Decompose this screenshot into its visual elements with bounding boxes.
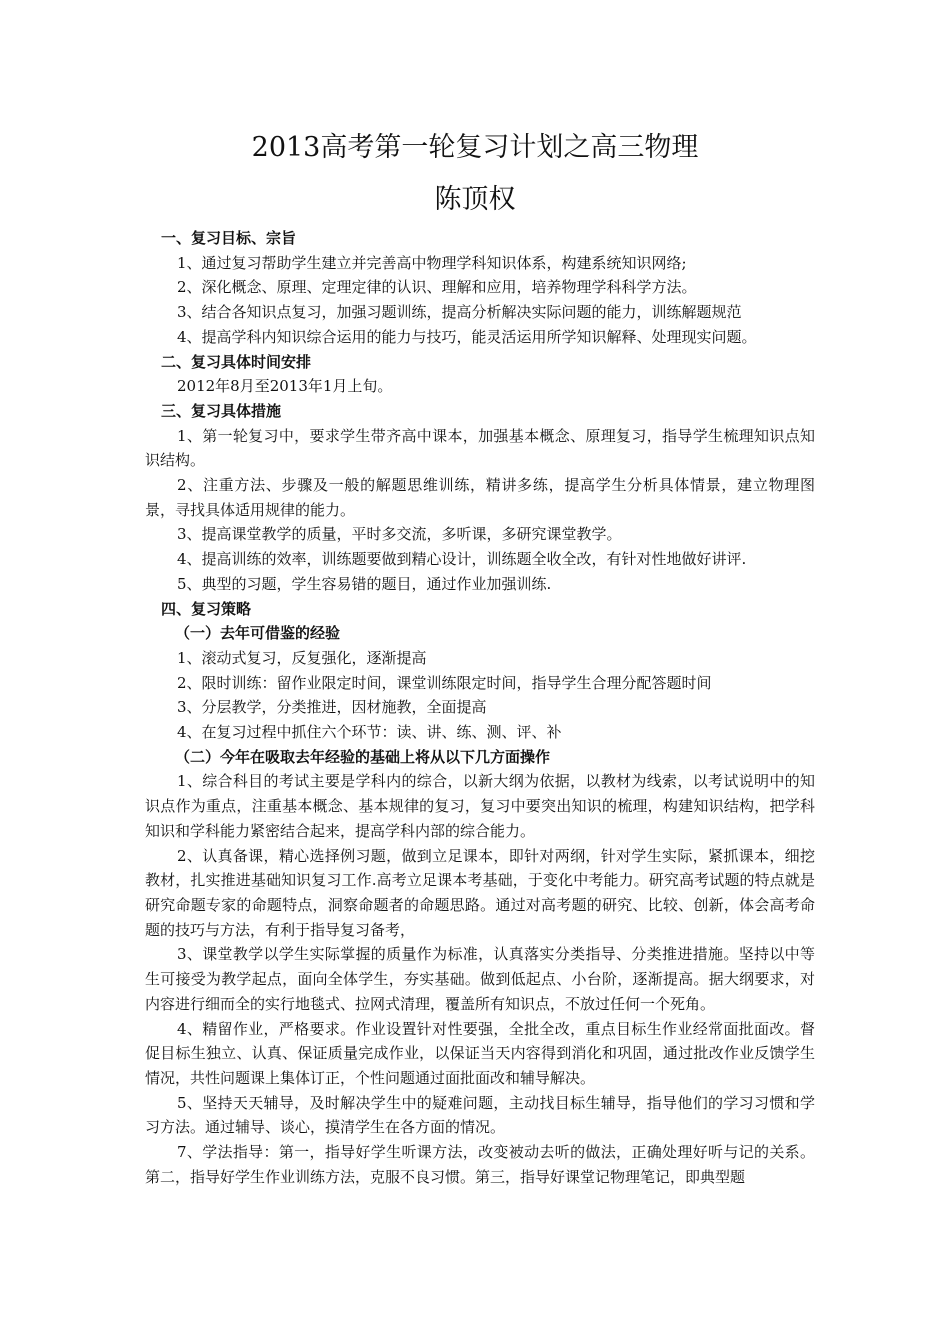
paragraph: 4、提高学科内知识综合运用的能力与技巧，能灵活运用所学知识解释、处理现实问题。 bbox=[177, 327, 757, 346]
section-heading: 三、复习具体措施 bbox=[161, 401, 282, 420]
paragraph: 3、课堂教学以学生实际掌握的质量作为标准，认真落实分类指导、分类推进措施。坚持以中等生可接受为教学起点，面向全体学生，夯实基础。做到低起点、小台阶，逐渐提高。据大纲要求，对内容进行细而全的实行地毯式、拉网式清理，覆盖所有知识点，不放过任何一个死角。 bbox=[145, 945, 815, 1013]
author-name: 陈顶权 bbox=[434, 184, 516, 215]
document-title: 2013高考第一轮复习计划之高三物理 bbox=[251, 132, 699, 163]
paragraph: 5、典型的习题，学生容易错的题目，通过作业加强训练. bbox=[177, 574, 552, 593]
paragraph: 3、结合各知识点复习，加强习题训练，提高分析解决实际问题的能力，训练解题规范 bbox=[177, 303, 742, 322]
paragraph: 2、深化概念、原理、定理定律的认识、理解和应用，培养物理学科科学方法。 bbox=[177, 278, 697, 297]
paragraph: 1、第一轮复习中，要求学生带齐高中课本，加强基本概念、原理复习，指导学生梳理知识点知识结构。 bbox=[145, 426, 815, 470]
section-heading: 二、复习具体时间安排 bbox=[161, 352, 312, 371]
paragraph: 1、通过复习帮助学生建立并完善高中物理学科知识体系，构建系统知识网络; bbox=[177, 253, 687, 272]
paragraph: 4、精留作业，严格要求。作业设置针对性要强，全批全改，重点目标生作业经常面批面改。督促目标生独立、认真、保证质量完成作业，以保证当天内容得到消化和巩固，通过批改作业反馈学生情况，共性问题课上集体订正，个性问题通过面批面改和辅导解决。 bbox=[145, 1019, 815, 1087]
paragraph: 3、分层教学，分类推进，因材施教，全面提高 bbox=[177, 698, 487, 717]
document-body bbox=[145, 226, 815, 1189]
paragraph: 4、提高训练的效率，训练题要做到精心设计，训练题全收全改，有针对性地做好讲评. bbox=[177, 550, 747, 569]
section-heading: 四、复习策略 bbox=[161, 599, 252, 618]
paragraph: 2、限时训练：留作业限定时间，课堂训练限定时间，指导学生合理分配答题时间 bbox=[177, 673, 712, 692]
section-heading: 一、复习目标、宗旨 bbox=[161, 229, 297, 247]
paragraph: 2012年8月至2013年1月上旬。 bbox=[177, 377, 393, 396]
subsection-heading: （一）去年可借鉴的经验 bbox=[175, 624, 341, 643]
paragraph: 1、综合科目的考试主要是学科内的综合，以新大纲为依据，以教材为线索，以考试说明中的知识点作为重点，注重基本概念、基本规律的复习，复习中要突出知识的梳理，构建知识结构，把学科知识和学科能力紧密结合起来，提高学科内部的综合能力。 bbox=[145, 772, 815, 840]
paragraph: 3、提高课堂教学的质量，平时多交流，多听课，多研究课堂教学。 bbox=[177, 525, 622, 544]
paragraph: 2、注重方法、步骤及一般的解题思维训练，精讲多练，提高学生分析具体情景，建立物理图景，寻找具体适用规律的能力。 bbox=[145, 476, 815, 519]
subsection-heading: （二）今年在吸取去年经验的基础上将从以下几方面操作 bbox=[175, 747, 551, 766]
paragraph: 2、认真备课，精心选择例习题，做到立足课本，即针对两纲，针对学生实际，紧抓课本，细挖教材，扎实推进基础知识复习工作.高考立足课本考基础，于变化中考能力。研究高考试题的特点就是研究命题专家的命题特点，洞察命题者的命题思路。通过对高考题的研究、比较、创新，体会高考命题的技巧与方法，有利于指导复习备考， bbox=[145, 846, 815, 939]
paragraph: 7、学法指导：第一，指导好学生听课方法，改变被动去听的做法，正确处理好听与记的关系。第二，指导好学生作业训练方法，克服不良习惯。第三，指导好课堂记物理笔记，即典型题 bbox=[145, 1143, 815, 1186]
paragraph: 4、在复习过程中抓住六个环节：读、讲、练、测、评、补 bbox=[177, 723, 562, 742]
paragraph: 1、滚动式复习，反复强化，逐渐提高 bbox=[177, 648, 427, 667]
paragraph: 5、坚持天天辅导，及时解决学生中的疑难问题，主动找目标生辅导，指导他们的学习习惯和学习方法。通过辅导、谈心，摸清学生在各方面的情况。 bbox=[145, 1093, 815, 1137]
